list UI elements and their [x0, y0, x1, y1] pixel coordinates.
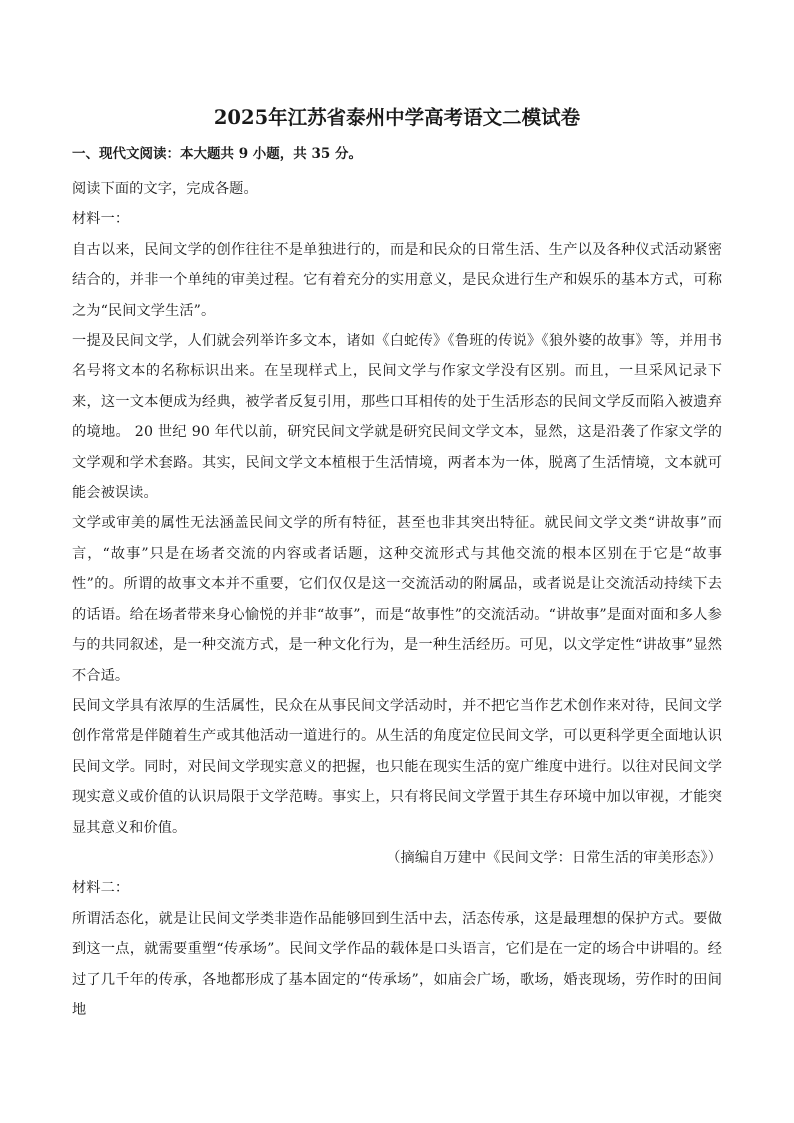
instruction-text: 阅读下面的文字，完成各题。 — [72, 181, 258, 197]
material1-paragraph-1: 自古以来，民间文学的创作往往不是单独进行的，而是和民众的日常生活、生产以及各种仪式活动紧密结合的，并非一个单纯的审美过程。它有着充分的实用意义，是民众进行生产和娱乐的基本方式，可称之为“民间文学生活”。 — [72, 241, 722, 319]
material1-source: （摘编自万建中《民间文学：日常生活的审美形态》） — [386, 849, 722, 866]
material1-paragraph-4: 民间文学具有浓厚的生活属性，民众在从事民间文学活动时，并不把它当作艺术创作来对待，民间文学创作常常是伴随着生产或其他活动一道进行的。从生活的角度定位民间文学，可以更科学更全面地认识民间文学。同时，对民间文学现实意义的把握，也只能在现实生活的宽广维度中进行。以往对民间文学现实意义或价值的认识局限于文学范畴。事实上，只有将民间文学置于其生存环境中加以审视，才能突显其意义和价值。 — [72, 697, 722, 836]
material1-paragraph-3: 文学或审美的属性无法涵盖民间文学的所有特征，甚至也非其突出特征。就民间文学文类“讲故事”而言，“故事”只是在场者交流的内容或者话题，这种交流形式与其他交流的根本区别在于它是“故事性”的。所谓的故事文本并不重要，它们仅仅是这一交流活动的附属品，或者说是让交流活动持续下去的话语。给在场者带来身心愉悦的并非“故事”，而是“故事性”的交流活动。“讲故事”是面对面和多人参与的共同叙述，是一种交流方式，是一种文化行为，是一种生活经历。可见，以文学定性“讲故事”显然不合适。 — [72, 515, 722, 684]
document-body — [72, 174, 722, 1025]
material1-label: 材料一： — [72, 211, 130, 228]
material1-paragraph-2: 一提及民间文学，人们就会列举许多文本，诸如《白蛇传》《鲁班的传说》《狼外婆的故事》等，并用书名号将文本的名称标识出来。在呈现样式上，民间文学与作家文学没有区别。而且，一旦采风记录下来，这一文本便成为经典，被学者反复引用，那些口耳相传的处于生活形态的民间文学反而陷入被遗弃的境地。 20 世纪 90 年代以前，研究民间文学就是研究民间文学文本，显然，这是沿袭了作家文学的文学观和学术套路。其实，民间文学文本植根于生活情境，两者本为一体，脱离了生活情境，文本就可能会被误读。 — [72, 333, 722, 502]
material2-label: 材料二： — [72, 880, 130, 897]
document-title: 2025年江苏省泰州中学高考语文二模试卷 — [213, 106, 581, 129]
section-heading: 一、现代文阅读：本大题共 9 小题，共 35 分。 — [72, 146, 362, 162]
material2-paragraph-1: 所谓活态化，就是让民间文学类非造作品能够回到生活中去，活态传承，这是最理想的保护方式。要做到这一点，就需要重塑“传承场”。民间文学作品的载体是口头语言，它们是在一定的场合中讲唱的。经过了几千年的传承，各地都形成了基本固定的“传承场”，如庙会广场，歌场，婚丧现场，劳作时的田间地 — [72, 910, 722, 1018]
